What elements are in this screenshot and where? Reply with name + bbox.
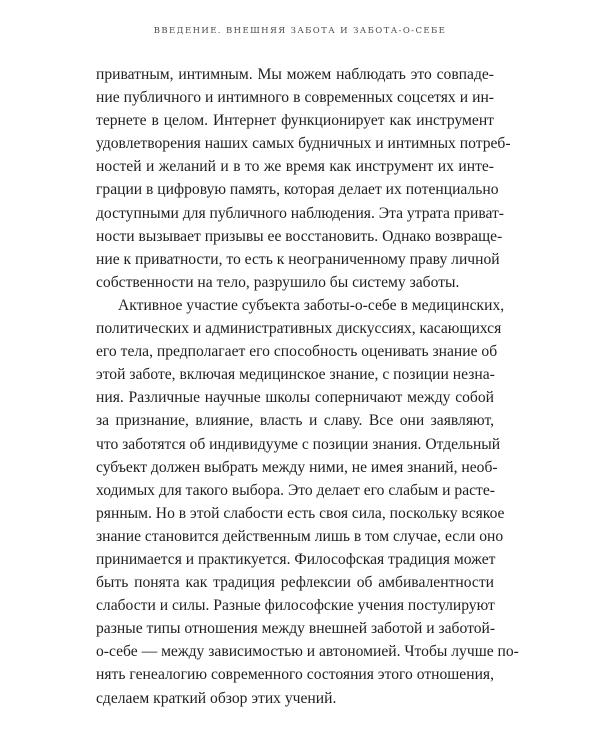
- text-line: о-себе — между зависимостью и автономией. Чтобы лучше по-: [96, 643, 519, 661]
- text-line: сделаем краткий обзор этих учений.: [96, 689, 337, 707]
- text-line: ности вызывает призывы ее восстановить. Однако возвраще-: [96, 227, 503, 245]
- text-line: доступными для публичного наблюдения. Эта утрата приват-: [96, 204, 505, 222]
- text-line: приватным, интимным. Мы можем наблюдать это совпаде-: [96, 66, 494, 83]
- text-line: Активное участие субъекта заботы-о-себе в медицинских,: [118, 296, 505, 314]
- text-line: ходимых для такого выбора. Это делает его слабым и расте-: [96, 481, 495, 499]
- paragraph-1: [96, 63, 511, 294]
- text-line: политических и административных дискуссиях, касающихся: [96, 320, 502, 338]
- text-line: разные типы отношения между внешней заботой и заботой-: [96, 620, 496, 638]
- text-line: нять генеалогию современного состояния этого отношения,: [96, 666, 494, 684]
- text-line: принимается и практикуется. Философская традиция может: [96, 550, 496, 568]
- text-line: что заботятся об индивидууме с позиции знания. Отдельный: [96, 435, 501, 453]
- text-line: рянным. Но в этой слабости есть своя сила, поскольку всякое: [96, 504, 505, 522]
- text-line: грации в цифровую память, которая делает их потенциально: [96, 181, 499, 199]
- text-line: знание становится действенным лишь в том случае, если оно: [96, 527, 504, 545]
- text-line: удовлетворения наших самых будничных и интимных потреб-: [96, 135, 511, 153]
- body-text: [96, 63, 519, 710]
- text-line: субъект должен выбрать между ними, не имея знаний, необ-: [96, 458, 498, 476]
- text-line: за признание, влияние, власть и славу. Все они заявляют,: [96, 412, 494, 430]
- text-line: быть понята как традиция рефлексии об амбивалентности: [96, 574, 494, 592]
- text-line: его тела, предполагает его способность оценивать знание об: [96, 343, 498, 361]
- text-line: слабости и силы. Разные философские учения постулируют: [96, 597, 495, 615]
- text-line: ние к приватности, то есть к неограниченному праву личной: [96, 250, 500, 268]
- text-line: этой заботе, включая медицинское знание, с позиции незна-: [96, 366, 495, 384]
- paragraph-2: [96, 294, 519, 710]
- text-line: тернете в целом. Интернет функционирует как инструмент: [96, 112, 494, 130]
- text-line: ностей и желаний и в то же время как инструмент их инте-: [96, 158, 494, 176]
- text-line: собственности на тело, разрушило бы систему заботы.: [96, 273, 460, 291]
- text-line: ния. Различные научные школы соперничают между собой: [96, 389, 494, 407]
- text-line: ние публичного и интимного в современных соцсетях и ин-: [96, 89, 494, 107]
- running-head: ВВЕДЕНИЕ. ВНЕШНЯЯ ЗАБОТА И ЗАБОТА-О-СЕБЕ: [153, 26, 447, 36]
